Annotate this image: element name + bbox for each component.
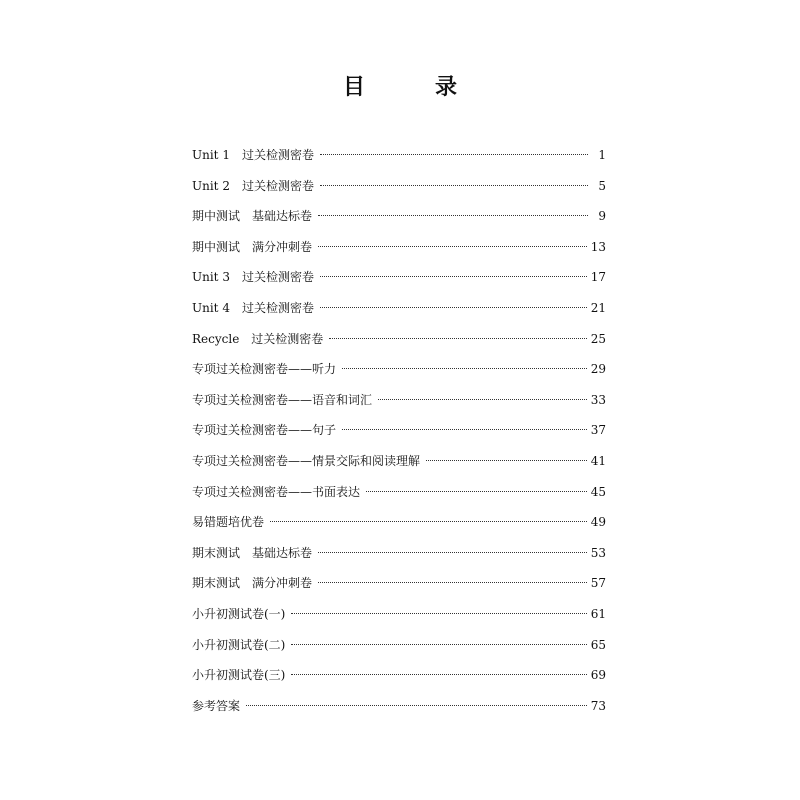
toc-entry-page-number: 45 [590, 484, 606, 499]
toc-entry-label: 期中测试 满分冲刺卷 [192, 239, 313, 254]
toc-entry-page-number: 61 [590, 606, 606, 621]
toc-dot-leader [270, 520, 587, 522]
toc-dot-leader [318, 551, 587, 553]
toc-entry-page-number: 21 [590, 300, 606, 315]
toc-entry [192, 481, 606, 512]
toc-entry-label: 专项过关检测密卷——听力 [192, 362, 337, 377]
toc-entry [192, 266, 606, 297]
toc-dot-leader [320, 306, 587, 308]
toc-entry-label: 易错题培优卷 [192, 515, 265, 530]
toc-entry-label: Unit 3 过关检测密卷 [192, 270, 314, 285]
toc-entry [192, 144, 606, 175]
toc-entry-page-number: 41 [590, 453, 606, 468]
toc-entry-label: 专项过关检测密卷——书面表达 [192, 484, 361, 499]
toc-dot-leader [291, 643, 586, 645]
toc-dot-leader [320, 153, 588, 155]
toc-entry-page-number: 5 [598, 178, 606, 193]
toc-entry-label: 专项过关检测密卷——句子 [192, 423, 337, 438]
toc-entry [192, 358, 606, 389]
toc-entry [192, 175, 606, 206]
toc-entry-page-number: 73 [590, 698, 606, 713]
toc-entry [192, 236, 606, 267]
toc-entry [192, 328, 606, 359]
toc-entry [192, 205, 606, 236]
toc-entry-label: 小升初测试卷(三) [192, 668, 286, 683]
toc-entry-label: Unit 4 过关检测密卷 [192, 300, 314, 315]
toc-entry-label: 参考答案 [192, 698, 241, 713]
toc-dot-leader [318, 245, 587, 247]
toc-entry [192, 542, 606, 573]
toc-entry-page-number: 37 [590, 423, 606, 438]
toc-entry-page-number: 13 [590, 239, 606, 254]
toc-entry-label: Unit 1 过关检测密卷 [192, 148, 314, 162]
toc-dot-leader [378, 398, 587, 400]
toc-entry-page-number: 57 [590, 576, 606, 591]
toc-dot-leader [329, 337, 586, 339]
toc-entry-label: 期中测试 基础达标卷 [192, 209, 313, 224]
toc-dot-leader [291, 673, 586, 675]
toc-entry [192, 511, 606, 542]
toc-dot-leader [320, 275, 587, 277]
toc-dot-leader [246, 704, 587, 706]
toc-dot-leader [291, 612, 586, 614]
toc-entry-page-number: 25 [590, 331, 606, 346]
toc-entry [192, 695, 606, 726]
toc-entry-label: 专项过关检测密卷——语音和词汇 [192, 392, 373, 407]
toc-dot-leader [318, 214, 588, 216]
toc-entry [192, 389, 606, 420]
toc-entry-page-number: 65 [590, 637, 606, 652]
toc-entry-page-number: 29 [590, 362, 606, 377]
toc-entry-label: Recycle 过关检测密卷 [192, 331, 324, 346]
toc-entry [192, 297, 606, 328]
toc-entry-label: 期末测试 满分冲刺卷 [192, 576, 313, 591]
toc-entry [192, 603, 606, 634]
toc-entry [192, 450, 606, 481]
toc-entry [192, 419, 606, 450]
toc-entry [192, 634, 606, 665]
toc-entry-page-number: 1 [598, 148, 606, 162]
toc-entry-label: 专项过关检测密卷——情景交际和阅读理解 [192, 453, 421, 468]
toc-entry-page-number: 9 [598, 209, 606, 224]
toc-dot-leader [320, 184, 588, 186]
toc-entry-page-number: 17 [590, 270, 606, 285]
toc-entry [192, 572, 606, 603]
toc-entry-page-number: 49 [590, 515, 606, 530]
toc-entry-label: Unit 2 过关检测密卷 [192, 178, 314, 193]
toc-entry-label: 小升初测试卷(一) [192, 606, 286, 621]
toc-dot-leader [366, 490, 587, 492]
toc-dot-leader [342, 367, 587, 369]
toc-dot-leader [318, 581, 587, 583]
table-of-contents [192, 144, 606, 725]
toc-dot-leader [342, 428, 587, 430]
toc-entry-page-number: 69 [590, 668, 606, 683]
toc-entry-label: 小升初测试卷(二) [192, 637, 286, 652]
toc-entry [192, 664, 606, 695]
toc-entry-label: 期末测试 基础达标卷 [192, 545, 313, 560]
page-title: 目 录 [342, 74, 481, 100]
toc-entry-page-number: 33 [590, 392, 606, 407]
toc-entry-page-number: 53 [590, 545, 606, 560]
toc-dot-leader [426, 459, 587, 461]
